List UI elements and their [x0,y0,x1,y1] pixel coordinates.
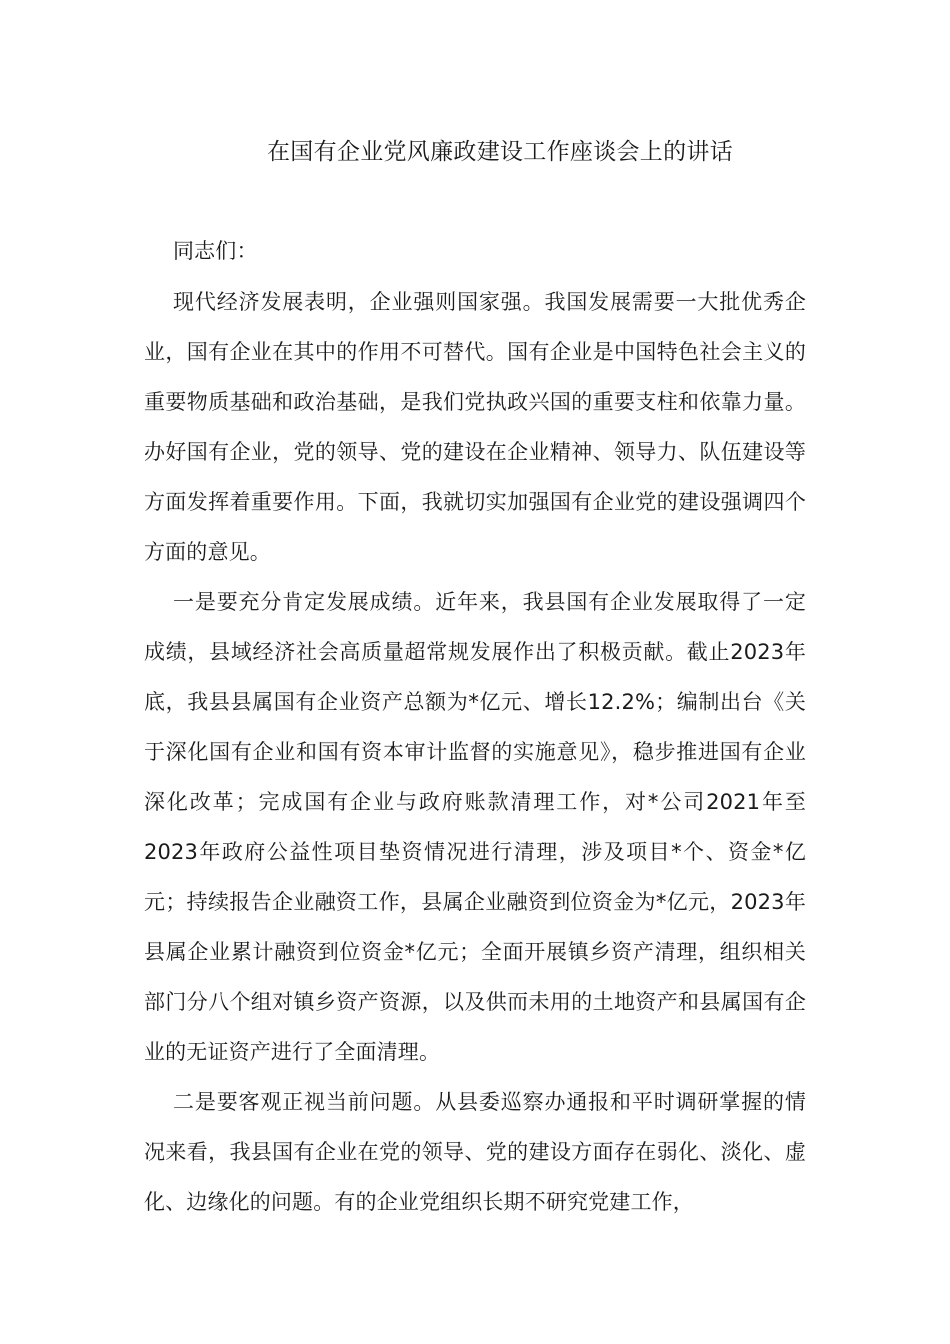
document-body [144,226,806,1227]
paragraph-intro: 现代经济发展表明，企业强则国家强。我国发展需要一大批优秀企业，国有企业在其中的作用不可替代。国有企业是中国特色社会主义的重要物质基础和政治基础，是我们党执政兴国的重要支柱和依靠力量。办好国有企业，党的领导、党的建设在企业精神、领导力、队伍建设等方面发挥着重要作用。下面，我就切实加强国有企业党的建设强调四个方面的意见。 [144,290,806,564]
paragraph-achievements: 一是要充分肯定发展成绩。近年来，我县国有企业发展取得了一定成绩，县域经济社会高质量超常规发展作出了积极贡献。截止2023年底，我县县属国有企业资产总额为*亿元、增长12.2%；编制出台《关于深化国有企业和国有资本审计监督的实施意见》，稳步推进国有企业深化改革；完成国有企业与政府账款清理工作，对*公司2021年至2023年政府公益性项目垫资情况进行清理，涉及项目*个、资金*亿元；持续报告企业融资工作，县属企业融资到位资金为*亿元，2023年县属企业累计融资到位资金*亿元；全面开展镇乡资产清理，组织相关部门分八个组对镇乡资产资源，以及供而未用的土地资产和县属国有企业的无证资产进行了全面清理。 [144,590,806,1064]
greeting-line: 同志们： [173,239,258,263]
paragraph-problems: 二是要客观正视当前问题。从县委巡察办通报和平时调研掌握的情况来看，我县国有企业在党的领导、党的建设方面存在弱化、淡化、虚化、边缘化的问题。有的企业党组织长期不研究党建工作， [144,1090,806,1214]
document-title: 在国有企业党风廉政建设工作座谈会上的讲话 [267,139,733,165]
